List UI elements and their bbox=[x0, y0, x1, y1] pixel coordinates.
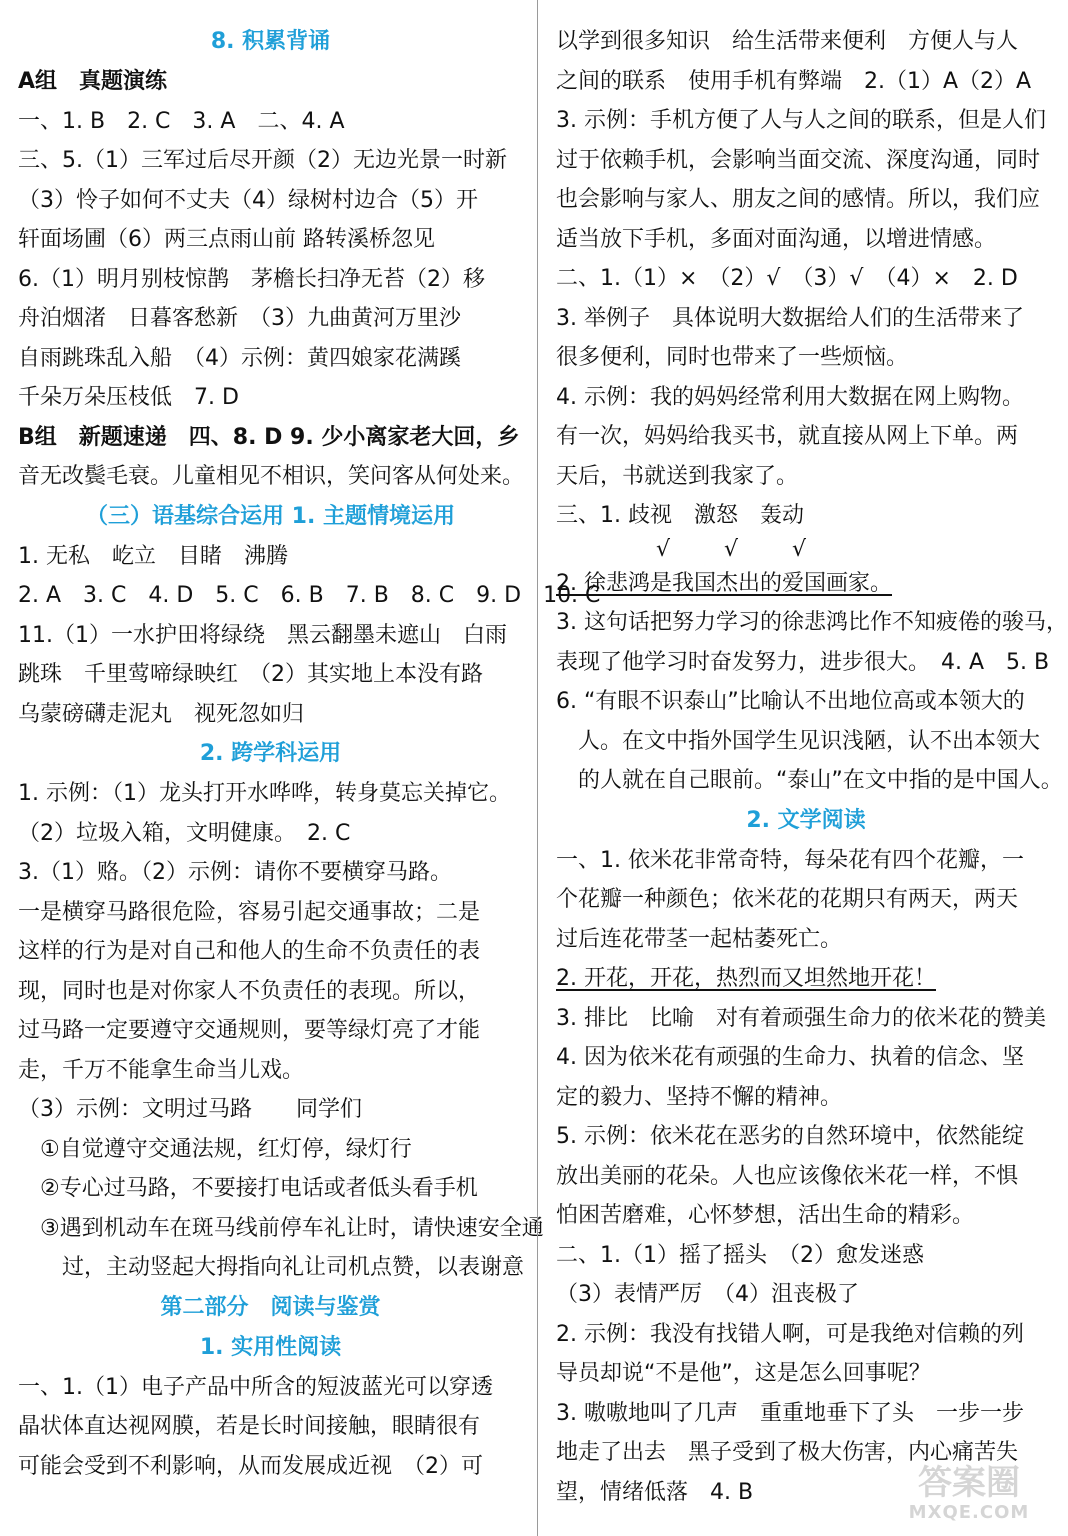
section-heading: 第二部分 阅读与鉴赏 bbox=[160, 1294, 381, 1320]
answer-line: 三、5.（1）三军过后尽开颜（2）无边光景一时新 bbox=[18, 148, 507, 173]
section-heading: 2. 文学阅读 bbox=[746, 807, 866, 833]
answer-line: （3）怜子如何不丈夫（4）绿树村边合（5）开 bbox=[18, 187, 478, 213]
answer-line: 一、1. 依米花非常奇特，每朵花有四个花瓣，一 bbox=[556, 847, 1024, 873]
section-heading: 2. 跨学科运用 bbox=[199, 741, 342, 766]
answer-line: 个花瓣一种颜色；依米花的花期只有两天，两天 bbox=[556, 887, 1019, 912]
answer-line: 舟泊烟渚 日暮客愁新 （3）九曲黄河万里沙 bbox=[18, 306, 461, 331]
watermark-logo bbox=[889, 1464, 1049, 1526]
answer-line: 2. A 3. C 4. D 5. C 6. B 7. B 8. C 9. D 10. C bbox=[18, 583, 601, 608]
answer-line: 一、1.（1）电子产品中所含的短波蓝光可以穿透 bbox=[18, 1374, 493, 1400]
answer-line: （2）垃圾入箱，文明健康。 2. C bbox=[18, 820, 351, 846]
answer-line: 也会影响与家人、朋友之间的感情。所以，我们应 bbox=[556, 187, 1041, 212]
answer-line-indented: ②专心过马路，不要接打电话或者低头看手机 bbox=[40, 1176, 478, 1201]
answer-line: （3）示例：文明过马路 同学们 bbox=[18, 1097, 362, 1122]
answer-line-indented: ①自觉遵守交通法规，红灯停，绿灯行 bbox=[40, 1136, 412, 1162]
answer-line: 1. 无私 屹立 目睹 沸腾 bbox=[18, 543, 288, 569]
answer-line: 6. “有眼不识泰山”比喻认不出地位高或本领大的 bbox=[556, 689, 1025, 714]
answer-line: 5. 示例：依米花在恶劣的自然环境中，依然能绽 bbox=[556, 1124, 1024, 1149]
answer-line: 11.（1）一水护田将绿绕 黑云翻墨未遮山 白雨 bbox=[18, 622, 507, 648]
answer-line: 以学到很多知识 给生活带来便利 方便人与人 bbox=[556, 29, 1019, 54]
answer-line: 现，同时也是对你家人不负责任的表现。所以， bbox=[18, 978, 481, 1004]
answer-line: 走，千万不能拿生命当儿戏。 bbox=[18, 1057, 305, 1083]
answer-line: 导员却说“不是他”，这是怎么回事呢？ bbox=[556, 1361, 931, 1386]
answer-line-indented: 的人就在自己眼前。“泰山”在文中指的是中国人。 bbox=[578, 768, 1063, 793]
group-heading-line: B组 新题速递 四、8. D 9. 少小离家老大回，乡 bbox=[18, 424, 520, 450]
answer-line: 二、1.（1）摇了摇头 （2）愈发迷惑 bbox=[556, 1242, 924, 1268]
answer-line: 过后连花带茎一起枯萎死亡。 bbox=[556, 926, 843, 952]
answer-line: 3.（1）赂。（2）示例：请你不要横穿马路。 bbox=[18, 860, 452, 885]
answer-line: 定的毅力、坚持不懈的精神。 bbox=[556, 1084, 843, 1110]
underlined-text: 2. 开花，开花，热烈而又坦然地开花！ bbox=[556, 966, 936, 991]
answer-line: 望，情绪低落 4. B bbox=[556, 1479, 754, 1505]
answer-line: 可能会受到不利影响，从而发展成近视 （2）可 bbox=[18, 1453, 483, 1479]
answer-line: 适当放下手机，多面对面沟通，以增进情感。 bbox=[556, 226, 997, 252]
answer-line: 过于依赖手机，会影响当面交流、深度沟通，同时 bbox=[556, 147, 1041, 173]
section-heading: （三）语基综合运用 1. 主题情境运用 bbox=[86, 503, 455, 529]
column-divider bbox=[537, 0, 538, 1536]
answer-line: 3. 示例：手机方便了人与人之间的联系，但是人们 bbox=[556, 108, 1046, 133]
answer-line: 二、1.（1）× （2）√ （3）√ （4）× 2. D bbox=[556, 266, 1018, 291]
answer-line: 4. 示例：我的妈妈经常利用大数据在网上购物。 bbox=[556, 384, 1024, 410]
answer-line: 跳珠 千里莺啼绿映红 （2）其实地上本没有路 bbox=[18, 662, 483, 687]
answer-line-indented: ③遇到机动车在斑马线前停车礼让时，请快速安全通 bbox=[40, 1215, 544, 1241]
check-marks-row bbox=[556, 536, 1056, 564]
answer-line: （3）表情严厉 （4）沮丧极了 bbox=[556, 1282, 859, 1307]
check-mark: √ bbox=[792, 536, 807, 562]
answer-line: 之间的联系 使用手机有弊端 2.（1）A（2）A bbox=[556, 68, 1032, 94]
underlined-text: 2. 徐悲鸿是我国杰出的爱国画家。 bbox=[556, 570, 892, 596]
answer-line-underlined bbox=[556, 959, 1056, 999]
answer-line: 6.（1）明月别枝惊鹊 茅檐长扫净无苔（2）移 bbox=[18, 266, 485, 292]
watermark-title: 答案圈 bbox=[918, 1463, 1020, 1503]
answer-line: 很多便利，同时也带来了一些烦恼。 bbox=[556, 345, 909, 370]
answer-line: 1. 示例：（1）龙头打开水哗哗，转身莫忘关掉它。 bbox=[18, 781, 511, 806]
answer-line-indented: 过，主动竖起大拇指向礼让司机点赞，以表谢意 bbox=[40, 1255, 525, 1280]
answer-line: 3. 举例子 具体说明大数据给人们的生活带来了 bbox=[556, 305, 1024, 331]
answer-line: 4. 因为依米花有顽强的生命力、执着的信念、坚 bbox=[556, 1045, 1024, 1070]
answer-line: 有一次，妈妈给我买书，就直接从网上下单。两 bbox=[556, 424, 1019, 449]
section-heading: 8. 积累背诵 bbox=[210, 29, 331, 54]
answer-line: 这样的行为是对自己和他人的生命不负责任的表 bbox=[18, 939, 481, 964]
answer-line: 轩面场圃（6）两三点雨山前 路转溪桥忽见 bbox=[18, 227, 435, 252]
answer-line: 乌蒙磅礴走泥丸 视死忽如归 bbox=[18, 701, 305, 727]
answer-line: 天后，书就送到我家了。 bbox=[556, 463, 799, 489]
left-column bbox=[18, 22, 601, 1486]
watermark-url: MXQE.COM bbox=[908, 1502, 1030, 1523]
check-mark: √ bbox=[724, 536, 739, 562]
answer-line: 3. 嗷嗷地叫了几声 重重地垂下了头 一步一步 bbox=[556, 1400, 1024, 1426]
answer-line: 表现了他学习时奋发努力，进步很大。 4. A 5. B bbox=[556, 649, 1050, 675]
check-mark: √ bbox=[656, 536, 671, 562]
answer-line: 放出美丽的花朵。人也应该像依米花一样，不惧 bbox=[556, 1163, 1019, 1189]
group-heading-line: A组 真题演练 bbox=[18, 69, 168, 94]
answer-line: 自雨跳珠乱入船 （4）示例：黄四娘家花满蹊 bbox=[18, 345, 461, 371]
answer-line: 地走了出去 黑子受到了极大伤害，内心痛苦失 bbox=[556, 1440, 1019, 1465]
answer-line: 晶状体直达视网膜，若是长时间接触，眼睛很有 bbox=[18, 1414, 481, 1439]
answer-line: 一、1. B 2. C 3. A 二、4. A bbox=[18, 108, 345, 134]
answer-line: 怕困苦磨难，心怀梦想，活出生命的精彩。 bbox=[556, 1203, 975, 1228]
answer-line: 音无改鬓毛衰。儿童相见不相识，笑问客从何处来。 bbox=[18, 464, 525, 489]
answer-line: 过马路一定要遵守交通规则，要等绿灯亮了才能 bbox=[18, 1018, 481, 1043]
answer-line: 3. 这句话把努力学习的徐悲鸿比作不知疲倦的骏马， bbox=[556, 610, 1068, 635]
answer-line: 3. 排比 比喻 对有着顽强生命力的依米花的赞美 bbox=[556, 1005, 1046, 1031]
answer-line-indented: 人。在文中指外国学生见识浅陋，认不出本领大 bbox=[578, 728, 1041, 754]
answer-line: 2. 示例：我没有找错人啊，可是我绝对信赖的列 bbox=[556, 1321, 1024, 1347]
answer-line: 千朵万朵压枝低 7. D bbox=[18, 385, 239, 410]
answer-line-underlined bbox=[556, 564, 1056, 604]
answer-line: 一是横穿马路很危险，容易引起交通事故；二是 bbox=[18, 899, 481, 925]
section-heading: 1. 实用性阅读 bbox=[199, 1334, 342, 1360]
right-column bbox=[556, 22, 1068, 1512]
answer-line: 三、1. 歧视 激怒 轰动 bbox=[556, 503, 804, 528]
